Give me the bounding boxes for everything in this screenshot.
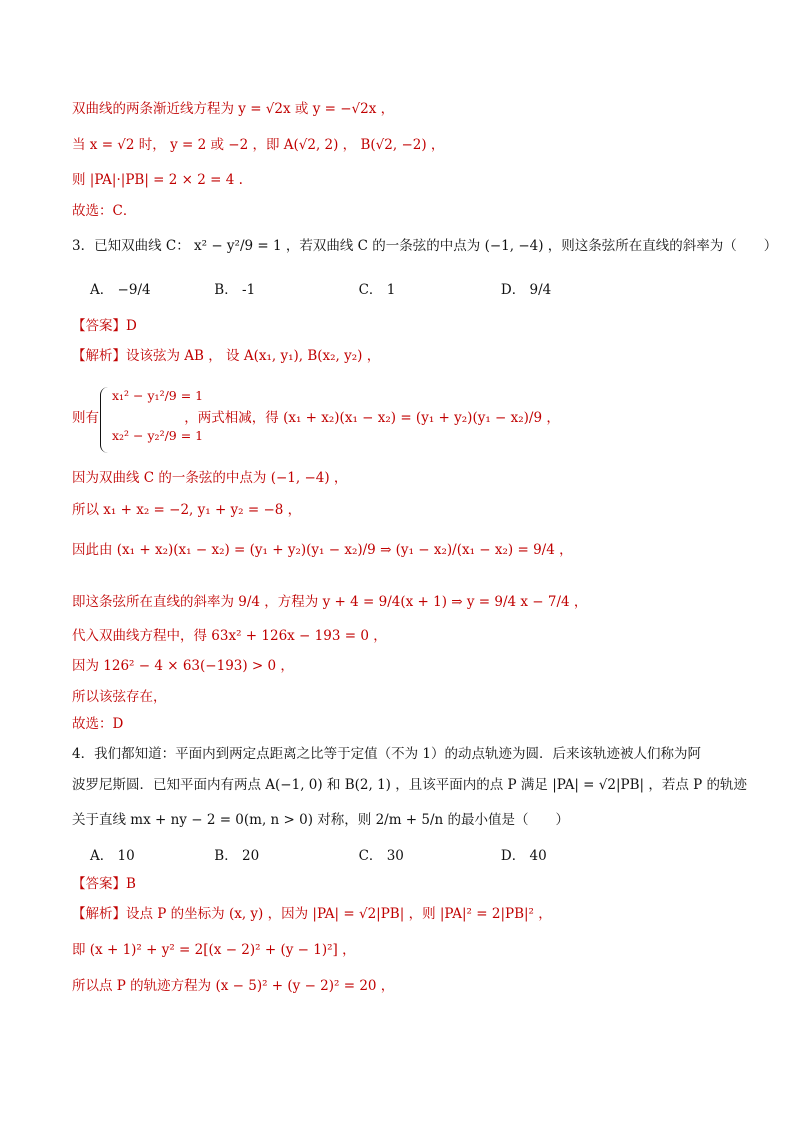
analysis-line: 【解析】设点 P 的坐标为 (x, y) ，因为 |PA| = √2|PB| ，则 |PA|² = 2|PB|² ， [72, 906, 552, 922]
option-b: B． -1 [214, 282, 256, 298]
analysis-line: 因为 126² − 4 × 63(−193) > 0 ， [72, 658, 294, 674]
question-3-stem: 3．已知双曲线 C： x² − y²/9 = 1 ，若双曲线 C 的一条弦的中点为 (−1, −4) ，则这条弦所在直线的斜率为（ ） [72, 238, 778, 254]
text-line: 双曲线的两条渐近线方程为 y = √2x 或 y = −√2x ， [72, 101, 395, 117]
analysis-line: 因为双曲线 C 的一条弦的中点为 (−1, −4) ， [72, 470, 348, 486]
option-a: A． −9/4 [90, 282, 151, 298]
analysis-line: 即这条弦所在直线的斜率为 9/4 ，方程为 y + 4 = 9/4(x + 1) ⇒ y = 9/4 x − 7/4 ， [72, 594, 588, 610]
analysis-line: 故选：D [72, 716, 124, 732]
question-4-stem: 4．我们都知道：平面内到两定点距离之比等于定值（不为 1）的动点轨迹为圆．后来该轨迹被人们称为阿 [72, 746, 701, 762]
question-3-options [90, 280, 551, 300]
system-equation-1: x₁² − y₁²/9 = 1 [112, 388, 204, 403]
analysis-line: 所以点 P 的轨迹方程为 (x − 5)² + (y − 2)² = 20 ， [72, 978, 395, 994]
answer-label: 【答案】D [72, 318, 137, 334]
text-line: 故选：C． [72, 203, 137, 219]
text-line: 则 |PA|·|PB| = 2 × 2 = 4 . [72, 172, 243, 188]
analysis-line: 【解析】设该弦为 AB ， 设 A(x₁, y₁), B(x₂, y₂) ， [72, 348, 381, 364]
option-d: D． 40 [500, 848, 547, 864]
question-4-stem: 关于直线 mx + ny − 2 = 0(m, n > 0) 对称，则 2/m + 5/n 的最小值是（ ） [72, 812, 570, 828]
analysis-line: 所以 x₁ + x₂ = −2, y₁ + y₂ = −8 ， [72, 502, 302, 518]
analysis-line: 所以该弦存在， [72, 689, 167, 705]
option-d: D． 9/4 [500, 282, 552, 298]
analysis-line: 因此由 (x₁ + x₂)(x₁ − x₂) = (y₁ + y₂)(y₁ − x₂)/9 ⇒ (y₁ − x₂)/(x₁ − x₂) = 9/4 ， [72, 542, 573, 558]
option-b: B． 20 [214, 848, 260, 864]
option-c: C． 30 [358, 848, 404, 864]
system-equation-2: x₂² − y₂²/9 = 1 [112, 428, 204, 443]
analysis-line: 代入双曲线方程中，得 63x² + 126x − 193 = 0 ， [72, 628, 387, 644]
analysis-line: 即 (x + 1)² + y² = 2[(x − 2)² + (y − 1)²] ， [72, 942, 356, 958]
question-4-stem: 波罗尼斯圆．已知平面内有两点 A(−1, 0) 和 B(2, 1) ，且该平面内的点 P 满足 |PA| = √2|PB| ，若点 P 的轨迹 [72, 777, 748, 793]
option-a: A． 10 [90, 848, 135, 864]
answer-label: 【答案】B [72, 876, 136, 892]
analysis-line: 则有 ，两式相减，得 (x₁ + x₂)(x₁ − x₂) = (y₁ + y₂)(y₁ − x₂)/9 ， [72, 410, 560, 426]
question-4-options [90, 846, 547, 866]
text-line: 当 x = √2 时， y = 2 或 −2 ，即 A(√2, 2) ， B(√2, −2) ， [72, 137, 445, 153]
option-c: C． 1 [358, 282, 396, 298]
